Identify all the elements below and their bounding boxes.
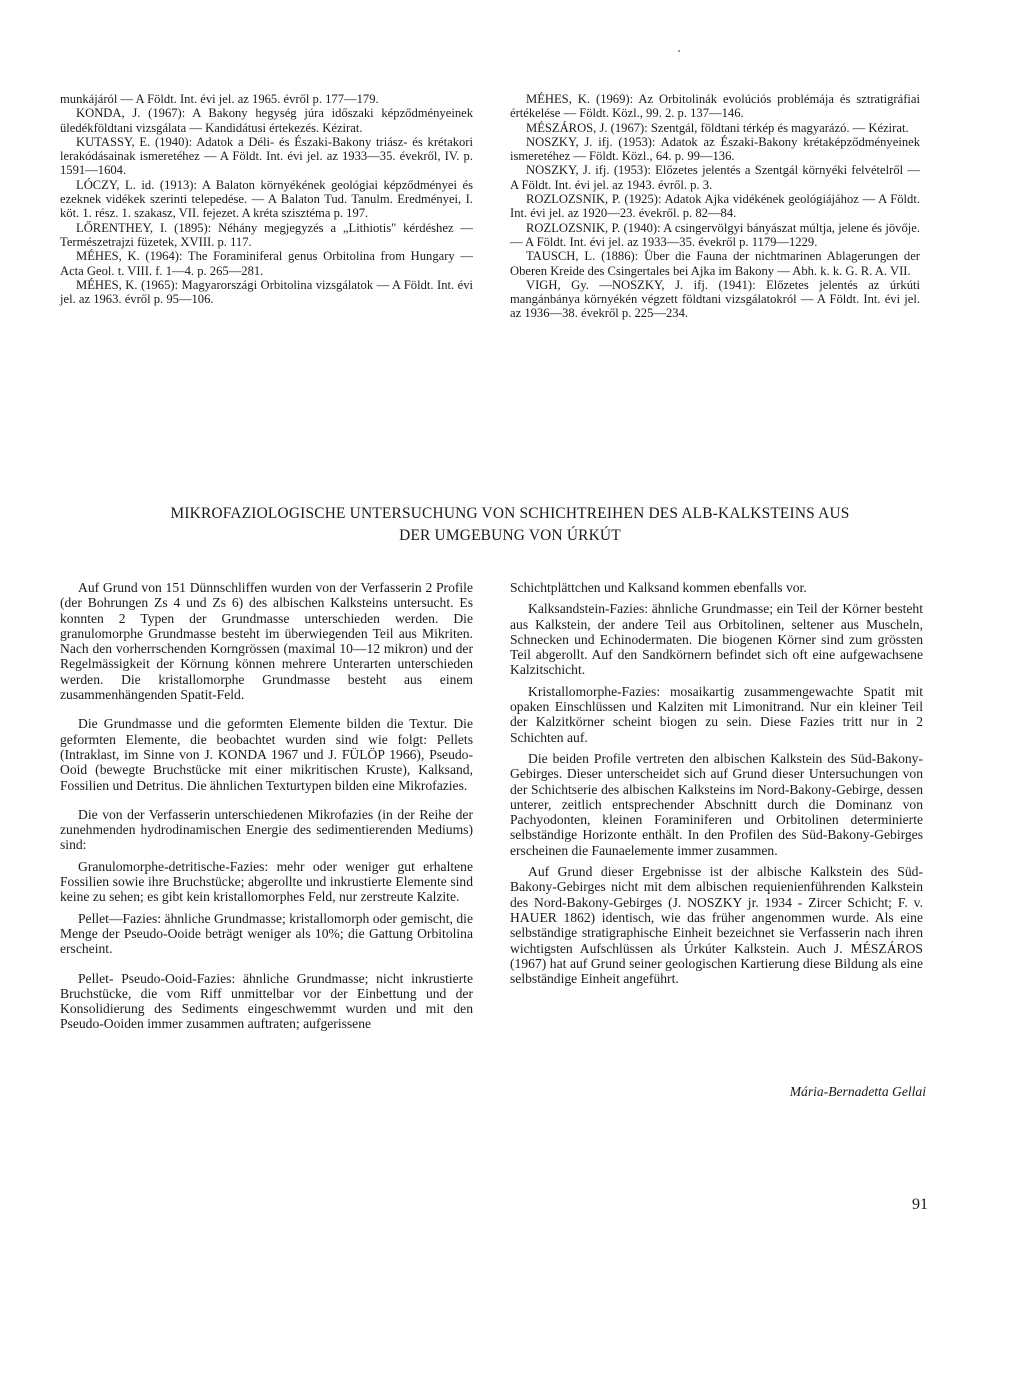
reference-entry: MÉHES, K. (1969): Az Orbitolinák evolúciós problémája és sztratigráfiai értékelése — Földt. Közl., 99. 2. p. 137—146. [510,92,920,121]
reference-entry: LŐRENTHEY, I. (1895): Néhány megjegyzés a „Lithiotis" kérdéshez — Természetrajzi füzetek, XVIII. p. 117. [60,220,473,249]
body-paragraph: Auf Grund dieser Ergebnisse ist der albische Kalkstein des Süd-Bakony-Gebirges nicht mit dem albischen requienienführenden Kalkstein des Nord-Bakony-Gebirges (J. NOSZKY jr. 1934 - Zircer Schicht; F. v. HAUER 1862) identisch, wie das früher angenommen wurde. Als eine selbständige stratigraphische Einheit bezeichnet sie Verfasserin nach ihren wichtigsten Aufschlüssen als Úrkúter Kalkstein. Auch J. MÉSZÁROS (1967) hat auf Grund seiner geologischen Kartierung diese Bildung als eine selbständige Einheit angeführt. [510,864,923,987]
reference-entry: NOSZKY, J. ifj. (1953): Előzetes jelentés a Szentgál környéki felvételről — A Földt. Int. évi jel. az 1943. évről. p. 3. [510,163,920,192]
reference-entry: MÉSZÁROS, J. (1967): Szentgál, földtani térkép és magyarázó. — Kézirat. [526,120,909,135]
body-paragraph: Die von der Verfasserin unterschiedenen Mikrofazies (in der Reihe der zunehmenden hydrodinamischen Energie des sedimentierenden Mediums) sind: [60,806,473,853]
article-title [60,503,960,547]
author-signature: Mária-Bernadetta Gellai [789,1084,926,1099]
reference-entry: KUTASSY, E. (1940): Adatok a Déli- és Északi-Bakony triász- és krétakori lerakódásainak ismeretéhez — A Földt. Int. évi jel. az 1933—35. évekről, IV. p. 1591—1604. [60,134,473,178]
scan-speck [678,50,680,52]
reference-entry: VIGH, Gy. —NOSZKY, J. ifj. (1941): Előzetes jelentés az úrkúti mangánbánya környékén végzett földtani vizsgálatokról — A Földt. Int. évi jel. az 1936—38. évekről p. 225—234. [510,277,920,321]
reference-entry: ROZLOZSNIK, P. (1925): Adatok Ajka vidékének geológiájához — A Földt. Int. évi jel. az 1920—23. évekről. p. 82—84. [510,192,920,221]
reference-entry: MÉHES, K. (1964): The Foraminiferal genus Orbitolina from Hungary — Acta Geol. t. VIII. f. 1—4. p. 265—281. [60,249,473,278]
abstract-left-column [60,580,473,1038]
reference-entry: NOSZKY, J. ifj. (1953): Adatok az Északi-Bakony krétaképződményeinek ismeretéhez — Földt. Közl., 64. p. 99—136. [510,134,920,164]
article-title-line-1: MIKROFAZIOLOGISCHE UNTERSUCHUNG VON SCHICHTREIHEN DES ALB-KALKSTEINS AUS [170,505,850,522]
reference-entry: LÓCZY, L. id. (1913): A Balaton környékének geológiai képződményei és ezeknek vidékek szerinti telepedése. — A Balaton Tud. Tanulm. Eredményei, I. köt. 1. rész. 1. szakasz, VII. fejezet. A kréta szisztéma p. 197. [60,177,473,221]
body-paragraph: Die Grundmasse und die geformten Elemente bilden die Textur. Die geformten Elemente, die beobachtet wurden sind wie folgt: Pellets (Intraklast, im Sinne von J. KONDA 1967 und J. FÜLÖP 1966), Pseudo-Ooid (bewegte Bruchstücke mit einer mikritischen Kruste), Kalksand, Fossilien und Detritus. Die ähnlichen Texturtypen bilden eine Mikrofazies. [60,716,473,793]
abstract-right-column [510,580,923,992]
reference-entry: MÉHES, K. (1965): Magyarországi Orbitolina vizsgálatok — A Földt. Int. évi jel. az 1963. évről p. 95—106. [60,277,473,307]
article-title-line-2: DER UMGEBUNG VON ÚRKÚT [399,527,621,544]
body-paragraph: Pellet—Fazies: ähnliche Grundmasse; kristallomorph oder gemischt, die Menge der Pseudo-Ooide beträgt weniger als 10%; die Gattung Orbitolina erscheint. [60,910,473,957]
body-paragraph: Granulomorphe-detritische-Fazies: mehr oder weniger gut erhaltene Fossilien sowie ihre Bruchstücke; abgerollte und inkrustierte Elemente sind keine zu sehen; es gibt kein kristallomorphes Feld, nur zerstreute Kalzite. [60,858,473,905]
reference-entry: TAUSCH, L. (1886): Über die Fauna der nichtmarinen Ablagerungen der Oberen Kreide des Csingertales bei Ajka im Bakony — Abh. k. k. G. R. A. VII. [510,249,920,278]
page-number: 91 [912,1196,928,1213]
body-paragraph: Schichtplättchen und Kalksand kommen ebenfalls vor. [510,580,807,595]
reference-entry: munkájáról — A Földt. Int. évi jel. az 1965. évről p. 177—179. [60,92,379,106]
body-paragraph: Pellet- Pseudo-Ooid-Fazies: ähnliche Grundmasse; nicht inkrustierte Bruchstücke, die vom Riff unmittelbar vor der Einbettung und der Konsolidierung des Sediments eingeschwemmt wurden und mit den Pseudo-Ooiden immer zusammen auftraten; aufgerissene [60,970,473,1032]
body-paragraph: Auf Grund von 151 Dünnschliffen wurden von der Verfasserin 2 Profile (der Bohrungen Zs 4 und Zs 6) des albischen Kalksteins untersucht. Es konnten 2 Typen der Grundmasse unterschieden werden. Die granulomorphe Grundmasse besteht im überwiegenden Teil aus Mikriten. Nach den vorherrschenden Korngrössen (maximal 10—12 mikron) und der Regelmässigkeit der Körnung können mehrere Unterarten unterschieden werden. Die kristallomorphe Grundmasse besteht aus einem zusammenhängenden Spatit-Feld. [60,580,473,703]
reference-entry: KONDA, J. (1967): A Bakony hegység júra időszaki képződményeinek üledékföldtani vizsgálata — Kandidátusi értekezés. Kézirat. [60,106,473,135]
references-right-column [510,92,920,321]
body-paragraph: Kristallomorphe-Fazies: mosaikartig zusammengewachte Spatit mit opaken Einschlüssen und Kalziten mit Limonitrand. Nur ein kleiner Teil der Kalzitkörner scheint biogen zu sein. Diese Fazies tritt nur in 2 Schichten auf. [510,683,923,745]
body-paragraph: Kalksandstein-Fazies: ähnliche Grundmasse; ein Teil der Körner besteht aus Kalkstein, der andere Teil aus Orbitolinen, seltener aus Muscheln, Schnecken und Echinodermaten. Die biogenen Körner sind zum grössten Teil abgerollt. Auf den Sandkörnern befindet sich oft eine aufgewachsene Kalzitschicht. [510,601,923,678]
references-left-column [60,92,473,306]
reference-entry: ROZLOZSNIK, P. (1940): A csingervölgyi bányászat múltja, jelene és jövője. — A Földt. Int. évi jel. az 1933—35. évekről p. 1179—1229. [510,220,920,249]
body-paragraph: Die beiden Profile vertreten den albischen Kalkstein des Süd-Bakony-Gebirges. Dieser unterscheidet sich auf Grund dieser Untersuchungen von der Schichtserie des albischen Kalksteins im Nord-Bakony-Gebirge, dessen unterer, zeitlich entsprechender Abschnitt durch die Dominanz von Pachyodonten, kleinen Foraminiferen und Orbitolinen determinierte selbständige Horizonte enthält. In den Profilen des Süd-Bakony-Gebirges erscheinen die Faunaelemente immer zusammen. [510,750,923,858]
